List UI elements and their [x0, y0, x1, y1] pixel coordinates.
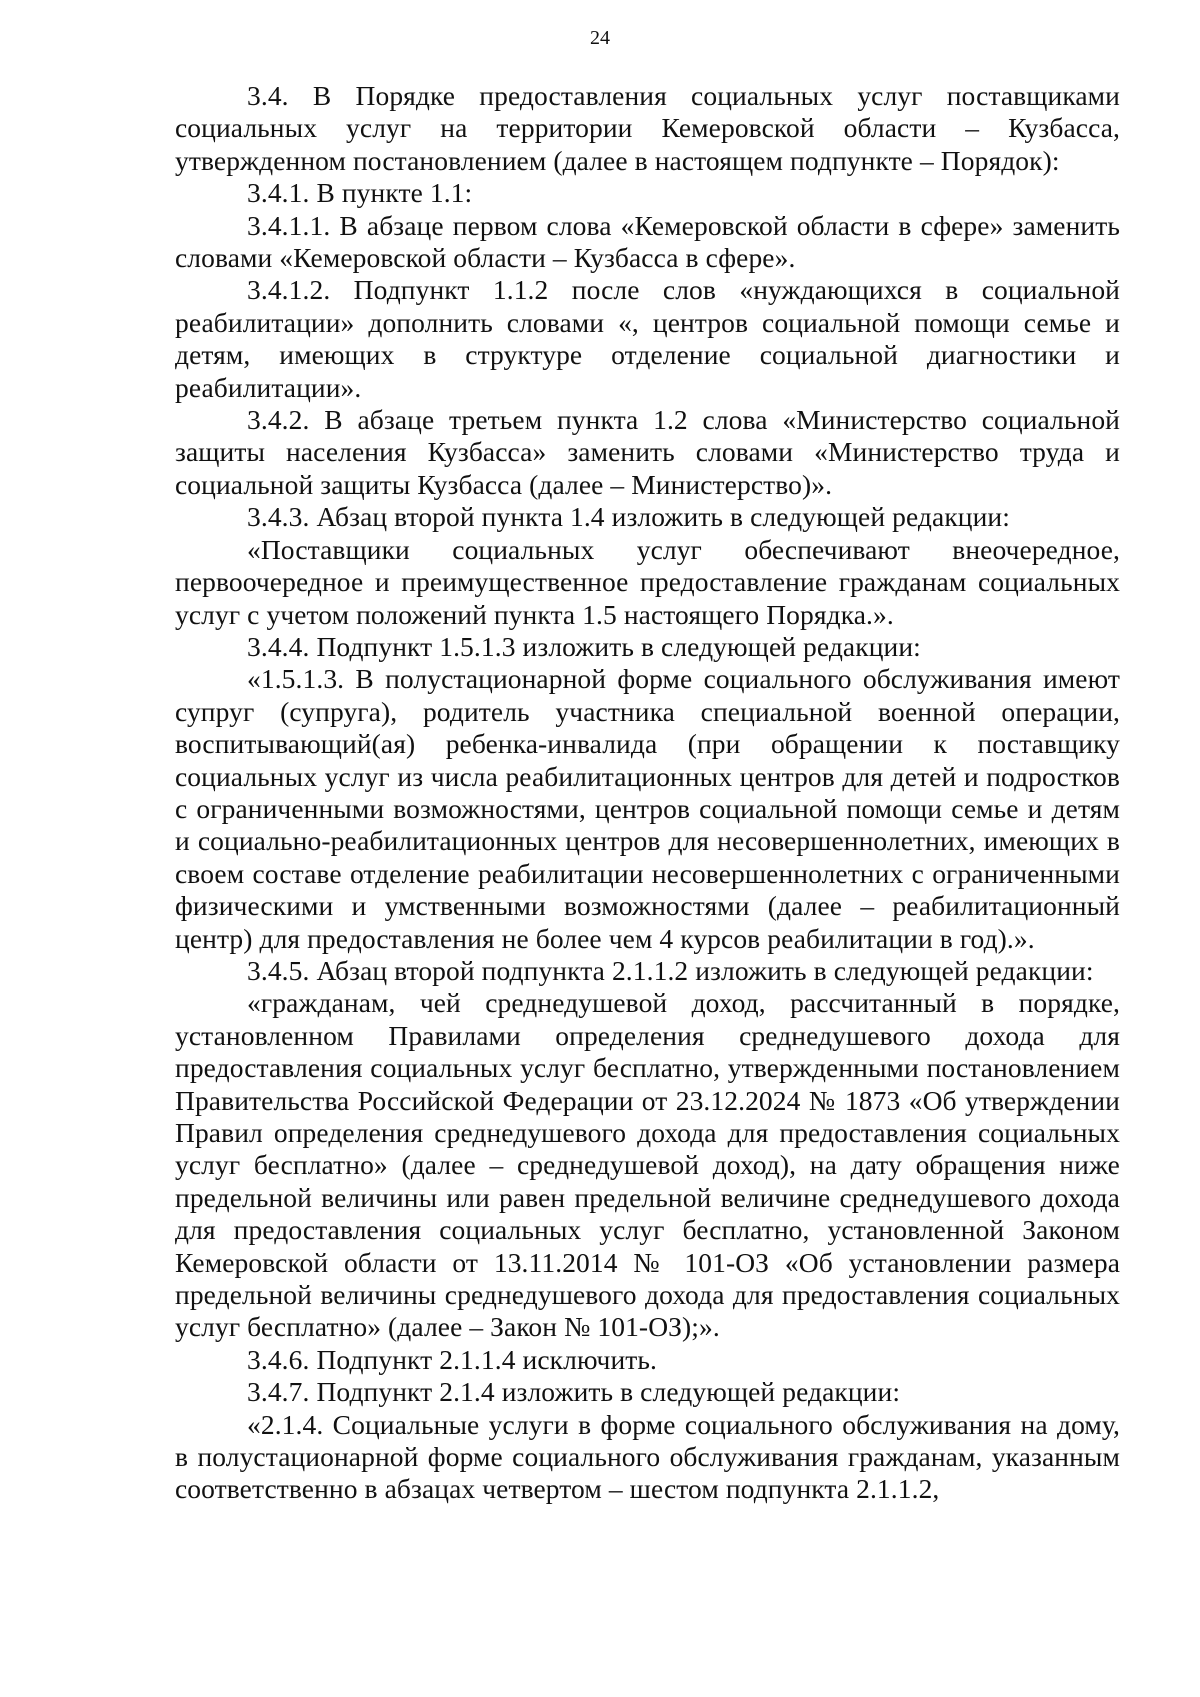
paragraph-quote-1-4: «Поставщики социальных услуг обеспечивают внеочередное, первоочередное и преимущественное предоставление гражданам социальных услуг с учетом положений пункта 1.5 настоящего Порядка.». — [175, 533, 1120, 630]
paragraph-3-4-2: 3.4.2. В абзаце третьем пункта 1.2 слова «Министерство социальной защиты населения Кузбасса» заменить словами «Министерство труда и социальной защиты Кузбасса (далее – Министерство)». — [175, 404, 1120, 500]
paragraph-3-4-1: 3.4.1. В пункте 1.1: — [247, 177, 473, 209]
paragraph-quote-2-1-1-2: «гражданам, чей среднедушевой доход, рассчитанный в порядке, установленном Правилами определения среднедушевого дохода для предоставления социальных услуг бесплатно, утвержденными постановлением Правительства Российской Федерации от 23.12.2024 № 1873 «Об утверждении Правил определения среднедушевого дохода для предоставления социальных услуг бесплатно» (далее – среднедушевой доход), на дату обращения ниже предельной величины или равен предельной величине среднедушевого дохода для предоставления социальных услуг бесплатно, установленной Законом Кемеровской области от 13.11.2014 № 101-ОЗ «Об установлении размера предельной величины среднедушевого дохода для предоставления социальных услуг бесплатно» (далее – Закон № 101-ОЗ);». — [175, 987, 1120, 1343]
page-number: 24 — [590, 27, 610, 49]
paragraph-3-4-3: 3.4.3. Абзац второй пункта 1.4 изложить в следующей редакции: — [247, 501, 1010, 533]
paragraph-3-4-1-1: 3.4.1.1. В абзаце первом слова «Кемеровской области в сфере» заменить словами «Кемеровской области – Кузбасса в сфере». — [175, 209, 1120, 274]
paragraph-3-4-6: 3.4.6. Подпункт 2.1.1.4 исключить. — [247, 1343, 658, 1375]
paragraph-3-4: 3.4. В Порядке предоставления социальных услуг поставщиками социальных услуг на территории Кемеровской области – Кузбасса, утвержденном постановлением (далее в настоящем подпункте – Порядок): — [175, 80, 1120, 176]
paragraph-3-4-1-2: 3.4.1.2. Подпункт 1.1.2 после слов «нуждающихся в социальной реабилитации» дополнить словами «, центров социальной помощи семье и детям, имеющих в структуре отделение социальной диагностики и реабилитации». — [175, 274, 1120, 403]
document-body — [175, 80, 1120, 1506]
paragraph-3-4-4: 3.4.4. Подпункт 1.5.1.3 изложить в следующей редакции: — [247, 630, 921, 662]
paragraph-3-4-7: 3.4.7. Подпункт 2.1.4 изложить в следующей редакции: — [247, 1376, 901, 1408]
paragraph-3-4-5: 3.4.5. Абзац второй подпункта 2.1.1.2 изложить в следующей редакции: — [247, 954, 1094, 986]
paragraph-quote-2-1-4: «2.1.4. Социальные услуги в форме социального обслуживания на дому, в полустационарной форме социального обслуживания гражданам, указанным соответственно в абзацах четвертом – шестом подпункта 2.1.1.2, — [175, 1408, 1120, 1505]
paragraph-quote-1-5-1-3: «1.5.1.3. В полустационарной форме социального обслуживания имеют супруг (супруга), родитель участника специальной военной операции, воспитывающий(ая) ребенка-инвалида (при обращении к поставщику социальных услуг из числа реабилитационных центров для детей и подростков с ограниченными возможностями, центров социальной помощи семье и детям и социально-реабилитационных центров для несовершеннолетних, имеющих в своем составе отделение реабилитации несовершеннолетних с ограниченными физическими и умственными возможностями (далее – реабилитационный центр) для предоставления не более чем 4 курсов реабилитации в год).». — [175, 663, 1120, 954]
